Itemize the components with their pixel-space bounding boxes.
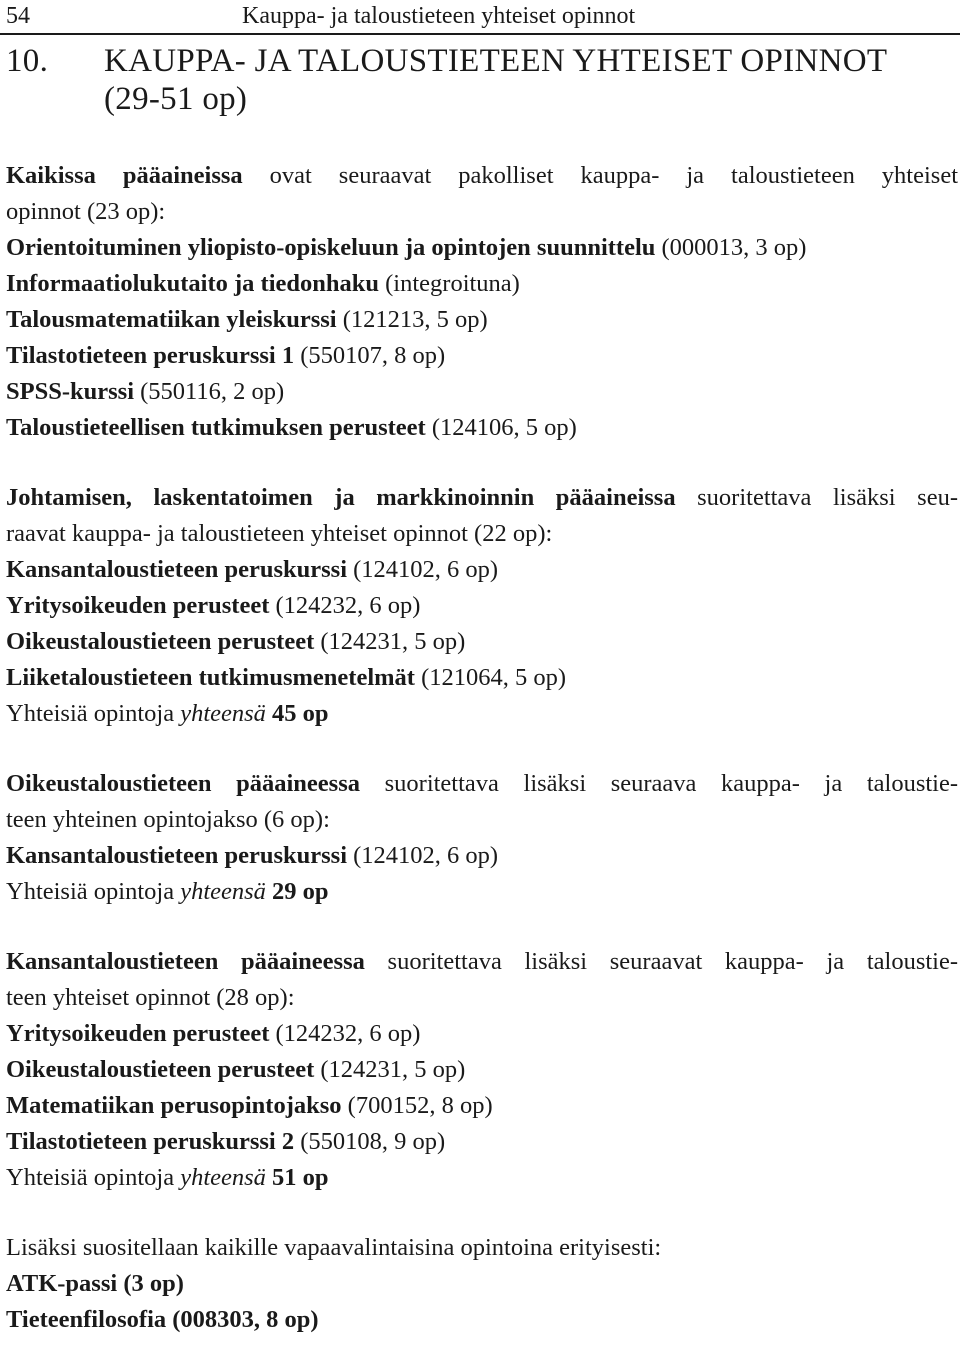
course-name: SPSS-kurssi	[6, 378, 135, 405]
course-item	[6, 1124, 958, 1160]
total-label: Yhteisiä opintoja	[6, 700, 181, 727]
course-code: (550108, 9 op)	[294, 1128, 446, 1155]
course-item	[6, 410, 958, 446]
section-intro	[6, 944, 958, 980]
section-gap	[6, 732, 958, 766]
intro-text: suoritettava lisäksi seu-	[675, 484, 958, 511]
section-economics-major	[6, 944, 958, 1196]
section-intro	[6, 480, 958, 516]
course-code: (3 op)	[117, 1270, 184, 1297]
course-code: (121064, 5 op)	[414, 664, 567, 691]
course-code: (124231, 5 op)	[314, 628, 466, 655]
course-code: (550116, 2 op)	[134, 378, 285, 405]
total-emphasis: yhteensä	[180, 878, 266, 905]
course-code: (008303, 8 op)	[166, 1306, 319, 1333]
course-name: Tieteenfilosofia	[6, 1306, 167, 1333]
course-item	[6, 552, 958, 588]
course-item	[6, 266, 958, 302]
chapter-number: 10.	[6, 43, 49, 79]
total-value: 29 op	[265, 878, 329, 905]
course-item	[6, 1016, 958, 1052]
course-name: Orientoituminen yliopisto-opiskeluun ja opintojen suunnittelu	[6, 234, 656, 261]
section-gap	[6, 446, 958, 480]
section-gap	[6, 910, 958, 944]
section-management-majors	[6, 480, 958, 732]
credits-total	[6, 696, 958, 732]
page-number: 54	[6, 3, 30, 29]
total-emphasis: yhteensä	[180, 1164, 266, 1191]
total-emphasis: yhteensä	[180, 700, 266, 727]
credits-total	[6, 1160, 958, 1196]
course-item	[6, 838, 958, 874]
credits-total	[6, 874, 958, 910]
course-code: (124102, 6 op)	[347, 556, 499, 583]
section-intro	[6, 766, 958, 802]
intro-text: ovat seuraavat pakolliset kauppa- ja taloustieteen yhteiset	[242, 162, 958, 189]
intro-emphasis: Kaikissa pääaineissa	[6, 162, 243, 189]
course-item	[6, 1266, 958, 1302]
course-code: (121213, 5 op)	[336, 306, 488, 333]
intro-emphasis: Johtamisen, laskentatoimen ja markkinoinnin pääaineissa	[6, 484, 676, 511]
course-item	[6, 302, 958, 338]
course-item	[6, 660, 958, 696]
section-intro-cont: raavat kauppa- ja taloustieteen yhteiset opinnot (22 op):	[6, 520, 553, 547]
course-code: (integroituna)	[379, 270, 520, 297]
course-code: (124232, 6 op)	[269, 592, 421, 619]
course-name: ATK-passi	[6, 1270, 118, 1297]
section-all-majors	[6, 158, 958, 446]
page-header	[6, 2, 952, 30]
section-intro-cont: opinnot (23 op):	[6, 198, 166, 225]
course-item	[6, 338, 958, 374]
header-rule	[0, 33, 960, 35]
section-gap	[6, 1196, 958, 1230]
course-code: (124232, 6 op)	[269, 1020, 421, 1047]
total-label: Yhteisiä opintoja	[6, 878, 181, 905]
course-name: Tilastotieteen peruskurssi 2	[6, 1128, 295, 1155]
course-item	[6, 588, 958, 624]
document-body	[6, 158, 958, 1338]
course-code: (550107, 8 op)	[294, 342, 446, 369]
chapter-title: KAUPPA- JA TALOUSTIETEEN YHTEISET OPINNOT	[104, 43, 888, 79]
course-name: Kansantaloustieteen peruskurssi	[6, 842, 348, 869]
course-name: Oikeustaloustieteen perusteet	[6, 628, 315, 655]
course-item	[6, 1088, 958, 1124]
intro-text: suoritettava lisäksi seuraavat kauppa- ja taloustie-	[364, 948, 959, 975]
chapter-heading	[6, 42, 952, 118]
section-intro-cont: teen yhteinen opintojakso (6 op):	[6, 806, 330, 833]
intro-emphasis: Oikeustaloustieteen pääaineessa	[6, 770, 361, 797]
course-name: Liiketaloustieteen tutkimusmenetelmät	[6, 664, 415, 691]
total-label: Yhteisiä opintoja	[6, 1164, 181, 1191]
course-code: (124106, 5 op)	[425, 414, 577, 441]
course-name: Tilastotieteen peruskurssi 1	[6, 342, 295, 369]
intro-emphasis: Kansantaloustieteen pääaineessa	[6, 948, 365, 975]
section-intro: Lisäksi suositellaan kaikille vapaavalintaisina opintoina erityisesti:	[6, 1234, 662, 1261]
running-head: Kauppa- ja taloustieteen yhteiset opinnot	[242, 3, 636, 29]
section-intro-cont: teen yhteiset opinnot (28 op):	[6, 984, 295, 1011]
course-name: Informaatiolukutaito ja tiedonhaku	[6, 270, 380, 297]
course-item	[6, 1052, 958, 1088]
course-code: (124231, 5 op)	[314, 1056, 466, 1083]
course-code: (700152, 8 op)	[341, 1092, 493, 1119]
section-intro	[6, 158, 958, 194]
section-law-economics-major	[6, 766, 958, 910]
total-value: 45 op	[265, 700, 329, 727]
course-name: Taloustieteellisen tutkimuksen perusteet	[6, 414, 426, 441]
course-name: Yritysoikeuden perusteet	[6, 1020, 270, 1047]
course-item	[6, 230, 958, 266]
course-name: Yritysoikeuden perusteet	[6, 592, 270, 619]
course-name: Talousmatematiikan yleiskurssi	[6, 306, 337, 333]
section-recommended-electives	[6, 1230, 958, 1338]
chapter-credits: (29-51 op)	[104, 81, 248, 117]
total-value: 51 op	[265, 1164, 329, 1191]
course-code: (124102, 6 op)	[347, 842, 499, 869]
course-code: (000013, 3 op)	[655, 234, 807, 261]
course-item	[6, 1302, 958, 1338]
course-item	[6, 374, 958, 410]
course-name: Oikeustaloustieteen perusteet	[6, 1056, 315, 1083]
intro-text: suoritettava lisäksi seuraava kauppa- ja taloustie-	[360, 770, 959, 797]
course-name: Matematiikan perusopintojakso	[6, 1092, 342, 1119]
course-name: Kansantaloustieteen peruskurssi	[6, 556, 348, 583]
course-item	[6, 624, 958, 660]
